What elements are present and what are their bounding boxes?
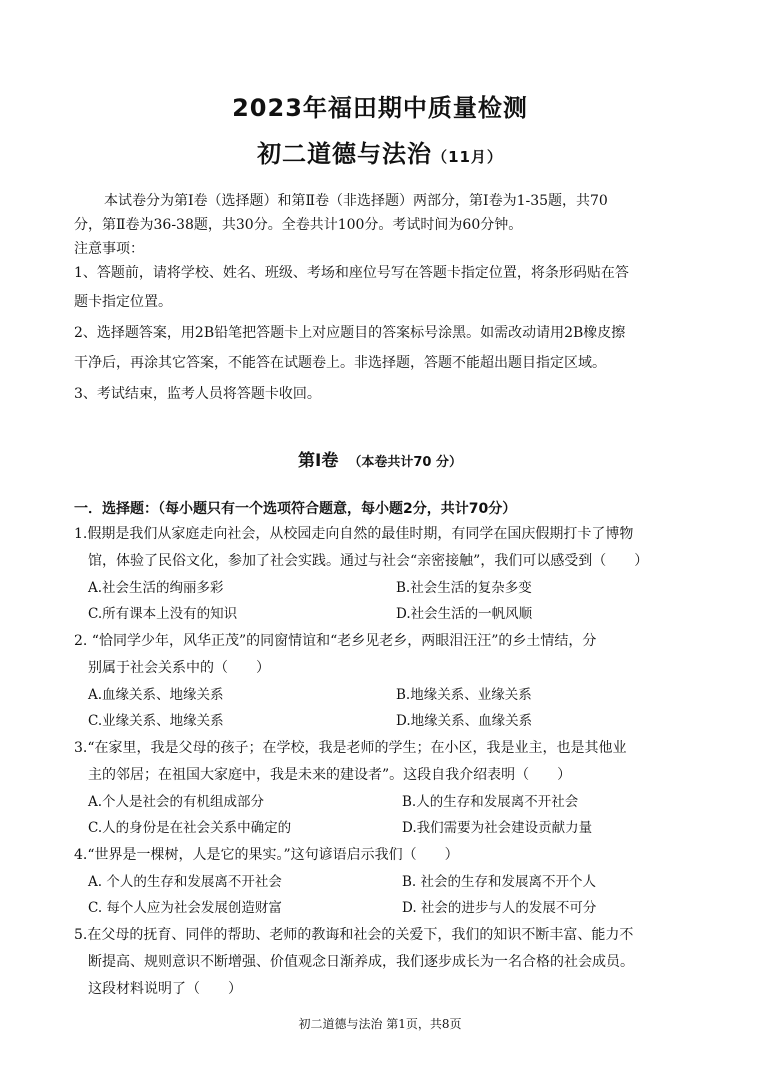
question-1-line-1: 1.假期是我们从家庭走向社会，从校园走向自然的最佳时期，有同学在国庆假期打卡了博物 [74, 526, 634, 542]
q2-option-d: D.地缘关系、血缘关系 [396, 713, 533, 729]
question-5-line-1: 5.在父母的抚育、同伴的帮助、老师的教诲和社会的关爱下，我们的知识不断丰富、能力不 [74, 927, 634, 943]
notes-title: 注意事项： [74, 241, 144, 257]
q2-option-a: A.血缘关系、地缘关系 [88, 687, 224, 703]
note-1a: 1、答题前，请将学校、姓名、班级、考场和座位号写在答题卡指定位置，将条形码贴在答 [74, 265, 629, 281]
q1-option-a: A.社会生活的绚丽多彩 [88, 580, 224, 596]
subject-title: 初二道德与法治 [257, 140, 433, 168]
q2-option-b: B.地缘关系、业缘关系 [396, 687, 532, 703]
intro-line-2: 分，第Ⅱ卷为36-38题，共30分。全卷共计100分。考试时间为60分钟。 [74, 217, 523, 233]
question-3-line-1: 3.“在家里，我是父母的孩子；在学校，我是老师的学生；在小区，我是业主，也是其他业 [74, 740, 627, 756]
q2-option-c: C.业缘关系、地缘关系 [88, 713, 224, 729]
question-2-line-2: 别属于社会关系中的（ ） [88, 660, 270, 676]
exam-title: 2023年福田期中质量检测 [232, 94, 528, 122]
note-3: 3、考试结束，监考人员将答题卡收回。 [74, 386, 321, 402]
q4-option-a: A. 个人的生存和发展离不开社会 [88, 874, 282, 890]
note-2b: 干净后，再涂其它答案，不能答在试题卷上。非选择题，答题不能超出题目指定区域。 [74, 355, 606, 371]
question-5-line-3: 这段材料说明了（ ） [88, 981, 242, 997]
question-5-line-2: 断提高、规则意识不断增强、价值观念日渐养成，我们逐步成长为一名合格的社会成员。 [88, 954, 634, 970]
q3-option-a: A.个人是社会的有机组成部分 [88, 794, 265, 810]
q1-option-c: C.所有课本上没有的知识 [88, 606, 238, 622]
note-2a: 2、选择题答案，用2B铅笔把答题卡上对应题目的答案标号涂黑。如需改动请用2B橡皮擦 [74, 325, 626, 341]
section-heading [0, 446, 760, 471]
question-2-line-1: 2. “恰同学少年，风华正茂”的同窗情谊和“老乡见老乡，两眼泪汪汪”的乡土情结，分 [74, 633, 597, 649]
subject-month-note: （11月） [432, 148, 503, 166]
question-4-line-1: 4.“世界是一棵树，人是它的果实。”这句谚语启示我们（ ） [74, 847, 459, 863]
intro-line-1: 本试卷分为第Ⅰ卷（选择题）和第Ⅱ卷（非选择题）两部分，第Ⅰ卷为1-35题，共70 [104, 193, 608, 209]
question-3-line-2: 主的邻居；在祖国大家庭中，我是未来的建设者”。这段自我介绍表明（ ） [88, 767, 572, 783]
note-1b: 题卡指定位置。 [74, 294, 172, 310]
q4-option-b: B. 社会的生存和发展离不开个人 [402, 874, 597, 890]
q3-option-b: B.人的生存和发展离不开社会 [402, 794, 579, 810]
q1-option-d: D.社会生活的一帆风顺 [396, 606, 533, 622]
part-title: 一．选择题：（每小题只有一个选项符合题意，每小题2分，共计70分） [74, 501, 517, 517]
question-1-line-2: 馆，体验了民俗文化，参加了社会实践。通过与社会“亲密接触”，我们可以感受到（ ） [88, 553, 649, 569]
section-title: 第Ⅰ卷 [298, 451, 339, 471]
q4-option-d: D. 社会的进步与人的发展不可分 [402, 900, 597, 916]
exam-subject [0, 134, 760, 169]
q3-option-c: C.人的身份是在社会关系中确定的 [88, 820, 292, 836]
q1-option-b: B.社会生活的复杂多变 [396, 580, 532, 596]
q4-option-c: C. 每个人应为社会发展创造财富 [88, 900, 282, 916]
page-footer: 初二道德与法治 第1页，共8页 [298, 1017, 462, 1031]
q3-option-d: D.我们需要为社会建设贡献力量 [402, 820, 593, 836]
section-note: （本卷共计70 分） [348, 455, 462, 470]
